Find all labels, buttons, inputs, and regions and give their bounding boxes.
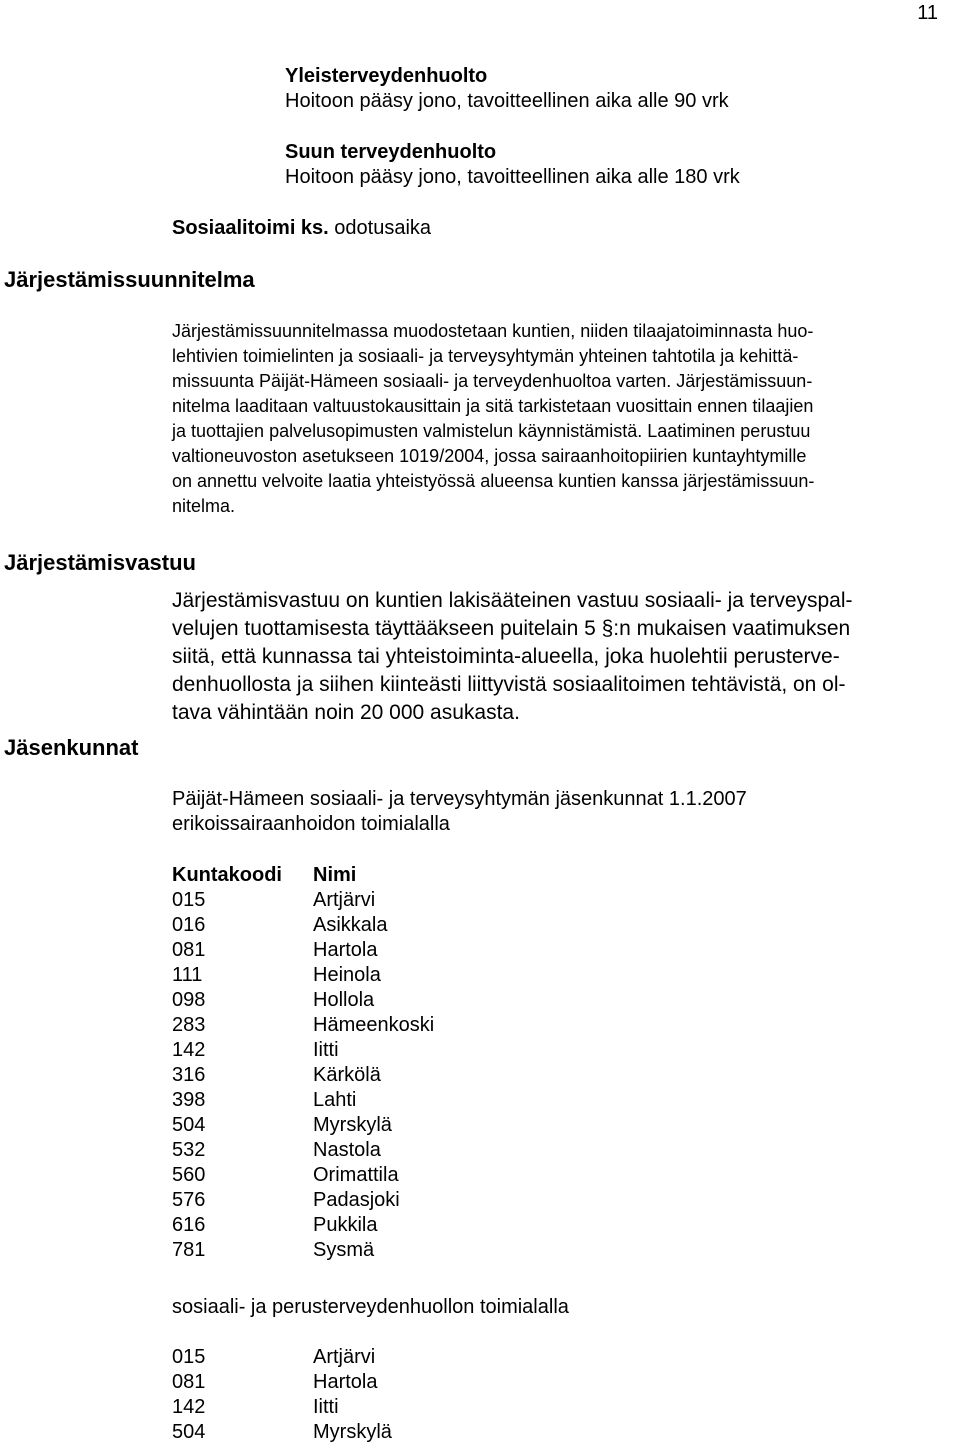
paragraph-jarjestamisvastuu	[172, 587, 853, 727]
paragraph-line: nitelma laaditaan valtuustokausittain ja sitä tarkistetaan vuosittain ennen tilaajien	[172, 396, 814, 416]
table-body	[172, 888, 434, 1263]
sosiaalitoimi-label: Sosiaalitoimi ks.	[172, 217, 329, 239]
table-row	[172, 963, 434, 988]
paragraph-line: missuunta Päijät-Hämeen sosiaali- ja terveydenhuoltoa varten. Järjestämissuun-	[172, 371, 813, 391]
table-row	[172, 1345, 392, 1370]
cell-nimi: Asikkala	[313, 914, 388, 936]
cell-nimi: Hartola	[313, 1371, 378, 1393]
cell-nimi: Hämeenkoski	[313, 1014, 435, 1036]
cell-kuntakoodi: 081	[172, 939, 206, 961]
cell-kuntakoodi: 283	[172, 1014, 206, 1036]
heading-jarjestamissuunnitelma: Järjestämissuunnitelma	[4, 267, 255, 292]
municipality-table-erikoissairaanhoito	[172, 863, 434, 1263]
table-row	[172, 1188, 434, 1213]
cell-nimi: Artjärvi	[313, 1346, 376, 1368]
table-header-row	[172, 863, 434, 888]
paragraph-line: ja tuottajien palvelusopimusten valmistelun käynnistämistä. Laatiminen perustuu	[172, 421, 811, 441]
table-row	[172, 1013, 434, 1038]
table-row	[172, 888, 434, 913]
jasenkunnat-intro-line2: erikoissairaanhoidon toimialalla	[172, 813, 450, 835]
paragraph-line: denhuollosta ja siihen kiinteästi liittyvistä sosiaalitoimen tehtävistä, on ol-	[172, 673, 846, 696]
cell-kuntakoodi: 504	[172, 1421, 206, 1443]
table-row	[172, 1420, 392, 1445]
paragraph-line: on annettu velvoite laatia yhteistyössä alueensa kuntien kanssa järjestämissuun-	[172, 471, 815, 491]
cell-kuntakoodi: 142	[172, 1396, 206, 1418]
cell-kuntakoodi: 111	[172, 964, 203, 986]
paragraph-line: siitä, että kunnassa tai yhteistoiminta-alueella, joka huolehtii perusterve-	[172, 645, 840, 668]
cell-kuntakoodi: 781	[172, 1239, 206, 1261]
cell-kuntakoodi: 316	[172, 1064, 206, 1086]
column-header-kuntakoodi: Kuntakoodi	[172, 864, 282, 886]
paragraph-line: velujen tuottamisesta täyttääkseen puitelain 5 §:n mukaisen vaatimuksen	[172, 617, 851, 640]
cell-kuntakoodi: 616	[172, 1214, 206, 1236]
table-row	[172, 1138, 434, 1163]
service-title-yleisterveydenhuolto: Yleisterveydenhuolto	[285, 65, 488, 87]
sosiaalitoimi-rest: odotusaika	[328, 217, 432, 239]
cell-nimi: Myrskylä	[313, 1114, 392, 1136]
table-row	[172, 988, 434, 1013]
paragraph-line: lehtivien toimielinten ja sosiaali- ja terveysyhtymän yhteinen tahtotila ja kehittä-	[172, 346, 799, 366]
page-number: 11	[917, 2, 938, 24]
paragraph-line: Järjestämissuunnitelmassa muodostetaan kuntien, niiden tilaajatoiminnasta huo-	[172, 321, 814, 341]
table-row	[172, 1213, 434, 1238]
cell-nimi: Hollola	[313, 989, 375, 1011]
paragraph-line: valtioneuvoston asetukseen 1019/2004, jossa sairaanhoitopiirien kuntayhtymille	[172, 446, 807, 466]
municipality-table-perusterveydenhuolto	[172, 1345, 392, 1445]
paragraph-jarjestamissuunnitelma	[172, 319, 814, 519]
cell-nimi: Iitti	[313, 1039, 339, 1061]
table-row	[172, 1038, 434, 1063]
cell-kuntakoodi: 098	[172, 989, 206, 1011]
cell-kuntakoodi: 532	[172, 1139, 206, 1161]
cell-nimi: Myrskylä	[313, 1421, 392, 1443]
cell-kuntakoodi: 016	[172, 914, 206, 936]
table-row	[172, 1163, 434, 1188]
paragraph-line: Järjestämisvastuu on kuntien lakisääteinen vastuu sosiaali- ja terveyspal-	[172, 589, 853, 612]
table-row	[172, 1238, 434, 1263]
cell-kuntakoodi: 015	[172, 1346, 206, 1368]
cell-nimi: Pukkila	[313, 1214, 378, 1236]
cell-nimi: Hartola	[313, 939, 378, 961]
cell-kuntakoodi: 398	[172, 1089, 206, 1111]
cell-nimi: Orimattila	[313, 1164, 399, 1186]
cell-kuntakoodi: 015	[172, 889, 206, 911]
table-row	[172, 938, 434, 963]
cell-nimi: Iitti	[313, 1396, 339, 1418]
cell-nimi: Kärkölä	[313, 1064, 381, 1086]
cell-nimi: Artjärvi	[313, 889, 376, 911]
table-body	[172, 1345, 392, 1445]
cell-nimi: Heinola	[313, 964, 381, 986]
heading-jasenkunnat: Jäsenkunnat	[4, 735, 139, 760]
cell-nimi: Lahti	[313, 1089, 357, 1111]
service-detail-yleisterveydenhuolto: Hoitoon pääsy jono, tavoitteellinen aika alle 90 vrk	[285, 90, 729, 112]
cell-nimi: Nastola	[313, 1139, 381, 1161]
table-row	[172, 1088, 434, 1113]
column-header-nimi: Nimi	[313, 864, 357, 886]
cell-nimi: Padasjoki	[313, 1189, 400, 1211]
table-row	[172, 1370, 392, 1395]
cell-kuntakoodi: 504	[172, 1114, 206, 1136]
cell-kuntakoodi: 142	[172, 1039, 206, 1061]
cell-kuntakoodi: 560	[172, 1164, 206, 1186]
second-intro: sosiaali- ja perusterveydenhuollon toimialalla	[172, 1296, 569, 1318]
table-row	[172, 1395, 392, 1420]
paragraph-line: nitelma.	[172, 496, 236, 516]
paragraph-line: tava vähintään noin 20 000 asukasta.	[172, 701, 520, 724]
table-row	[172, 913, 434, 938]
jasenkunnat-intro-line1: Päijät-Hämeen sosiaali- ja terveysyhtymän jäsenkunnat 1.1.2007	[172, 788, 747, 810]
service-title-suun-terveydenhuolto: Suun terveydenhuolto	[285, 141, 497, 163]
service-detail-suun-terveydenhuolto: Hoitoon pääsy jono, tavoitteellinen aika alle 180 vrk	[285, 166, 740, 188]
cell-kuntakoodi: 081	[172, 1371, 206, 1393]
cell-kuntakoodi: 576	[172, 1189, 206, 1211]
table-row	[172, 1063, 434, 1088]
sosiaalitoimi-line	[172, 216, 431, 241]
table-row	[172, 1113, 434, 1138]
heading-jarjestamisvastuu: Järjestämisvastuu	[4, 550, 196, 575]
cell-nimi: Sysmä	[313, 1239, 375, 1261]
